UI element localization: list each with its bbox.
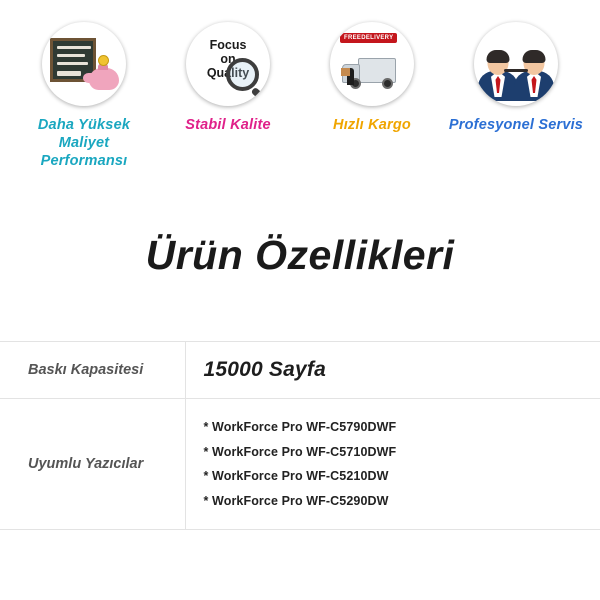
focus-on-quality-text: Focus on Quality (206, 38, 250, 80)
table-row (0, 342, 600, 399)
product-spec-table (0, 341, 600, 530)
feature-fast-shipping (302, 22, 442, 134)
feature-label-professional-service: Profesyonel Servis (448, 117, 584, 133)
list-item: * WorkForce Pro WF-C5710DWF (203, 444, 397, 459)
coin-shape (98, 55, 109, 66)
support-agent-shape (478, 52, 518, 98)
piggy-bank-shape (89, 68, 119, 90)
print-capacity-value: 15000 Sayfa (203, 358, 326, 382)
free-delivery-tag: FREEDELIVERY (340, 33, 397, 43)
feature-cost-performance (14, 22, 154, 170)
support-agent-shape (514, 52, 554, 98)
feature-professional-service (446, 22, 586, 134)
spec-value-print-capacity (185, 342, 600, 399)
magnifier-lens-shape (226, 58, 259, 91)
free-delivery-truck-icon (330, 22, 414, 106)
compatible-printer-list (204, 415, 583, 513)
feature-label-stable-quality: Stabil Kalite (185, 117, 271, 133)
list-item: * WorkForce Pro WF-C5290DW (203, 493, 389, 508)
spec-label-print-capacity: Baskı Kapasitesi (0, 342, 185, 399)
feature-badges-row (0, 0, 600, 170)
savings-blackboard-piggybank-icon (42, 22, 126, 106)
magnifier-focus-on-quality-icon (186, 22, 270, 106)
magnifier-handle-shape (251, 87, 269, 104)
feature-label-cost-performance: Daha Yüksek Maliyet Performansı (37, 117, 131, 170)
list-item: * WorkForce Pro WF-C5210DW (203, 469, 389, 484)
page-title: Ürün Özellikleri (145, 232, 455, 279)
list-item: * WorkForce Pro WF-C5790DWF (203, 420, 397, 435)
table-row (0, 399, 600, 530)
feature-stable-quality (158, 22, 298, 134)
truck-wheel-shape (382, 78, 393, 89)
spec-value-compatible-printers (185, 399, 600, 530)
customer-support-agents-icon (474, 22, 558, 106)
parcel-box-shape (341, 68, 350, 76)
feature-label-fast-shipping: Hızlı Kargo (333, 117, 411, 133)
spec-label-compatible-printers: Uyumlu Yazıcılar (0, 399, 185, 530)
